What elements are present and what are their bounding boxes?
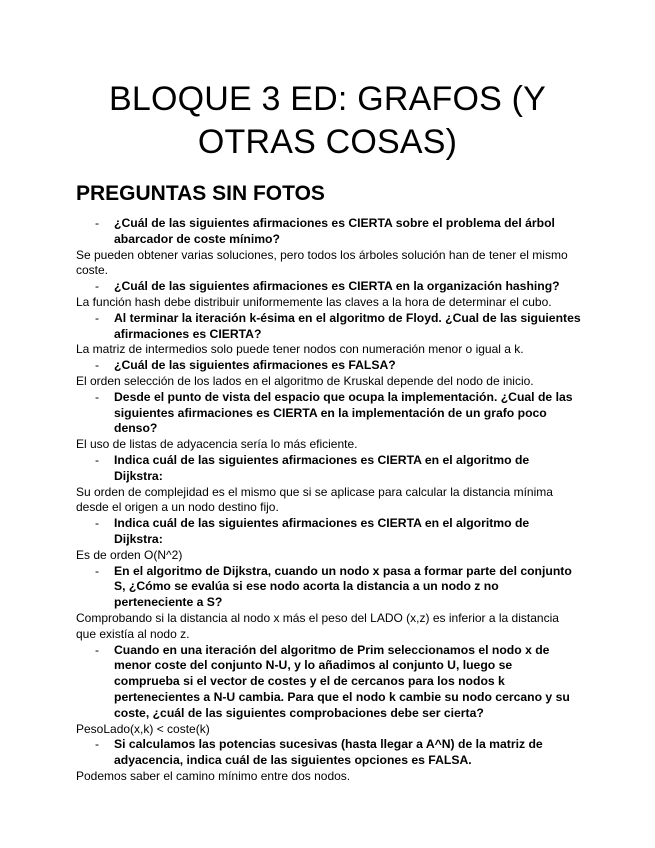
question-item [76, 216, 581, 248]
question-text: Si calculamos las potencias sucesivas (hasta llegar a A^N) de la matriz de adyacencia, indica cuál de las siguientes opciones es FALSA. [114, 737, 543, 768]
answer-text: PesoLado(x,k) < coste(k) [76, 721, 210, 736]
question-item [76, 311, 581, 343]
qa-list [76, 216, 581, 785]
question-item [76, 390, 581, 437]
bullet-dash: - [95, 279, 100, 294]
question-item [76, 279, 581, 295]
bullet-dash: - [95, 737, 100, 752]
bullet-dash: - [95, 563, 100, 578]
question-item [76, 516, 581, 548]
answer-text: El orden selección de los lados en el algoritmo de Kruskal depende del nodo de inicio. [76, 373, 534, 388]
question-text: En el algoritmo de Dijkstra, cuando un nodo x pasa a formar parte del conjunto S, ¿Cómo se evalúa si ese nodo acorta la distancia a un nodo z no perteneciente a S? [114, 563, 572, 610]
bullet-dash: - [95, 358, 100, 373]
answer-text: Comprobando si la distancia al nodo x más el peso del LADO (x,z) es inferior a la distancia que existía al nodo z. [76, 610, 559, 641]
question-text: Al terminar la iteración k-ésima en el algoritmo de Floyd. ¿Cual de las siguientes afirmaciones es CIERTA? [114, 310, 581, 341]
bullet-dash: - [95, 216, 100, 230]
bullet-dash: - [95, 389, 100, 404]
question-item [76, 358, 581, 374]
question-item [76, 564, 581, 611]
question-text: ¿Cuál de las siguientes afirmaciones es CIERTA sobre el problema del árbol abarcador de coste mínimo? [114, 216, 555, 246]
question-text: Indica cuál de las siguientes afirmaciones es CIERTA en el algoritmo de Dijkstra: [114, 452, 530, 483]
bullet-dash: - [95, 452, 100, 467]
answer-text: El uso de listas de adyacencia sería lo más eficiente. [76, 437, 358, 452]
question-text: Indica cuál de las siguientes afirmaciones es CIERTA en el algoritmo de Dijkstra: [114, 516, 530, 546]
section-heading: PREGUNTAS SIN FOTOS [76, 182, 325, 205]
bullet-dash: - [95, 310, 100, 325]
document-title: BLOQUE 3 ED: GRAFOS (Y OTRAS COSAS) [108, 80, 547, 161]
answer-text: Podemos saber el camino mínimo entre dos nodos. [76, 768, 351, 783]
bullet-dash: - [95, 642, 100, 657]
question-text: ¿Cuál de las siguientes afirmaciones es FALSA? [114, 358, 396, 373]
answer-text: Es de orden O(N^2) [76, 547, 183, 562]
answer-text: Se pueden obtener varias soluciones, pero todos los árboles solución han de tener el mismo coste. [76, 247, 568, 278]
question-text: ¿Cuál de las siguientes afirmaciones es CIERTA en la organización hashing? [114, 279, 560, 294]
answer-text: La función hash debe distribuir uniformemente las claves a la hora de determinar el cubo. [76, 294, 552, 309]
question-text: Desde el punto de vista del espacio que ocupa la implementación. ¿Cual de las siguientes afirmaciones es CIERTA en la implementación de un grafo poco denso? [114, 389, 573, 436]
question-item [76, 643, 581, 722]
question-text: Cuando en una iteración del algoritmo de Prim seleccionamos el nodo x de menor coste del conjunto N-U, y lo añadimos al conjunto U, luego se comprueba si el vector de costes y el de cercanos para los nodos k pertenecientes a N-U cambia. Para que el nodo k cambie su nodo cercano y su coste, ¿cuál de las siguientes comprobaciones debe ser cierta? [114, 642, 570, 720]
answer-text: Su orden de complejidad es el mismo que si se aplicase para calcular la distancia mínima desde el origen a un nodo destino fijo. [76, 484, 553, 515]
bullet-dash: - [95, 516, 100, 531]
question-item [76, 737, 581, 769]
answer-text: La matriz de intermedios solo puede tener nodos con numeración menor o igual a k. [76, 342, 524, 357]
question-item [76, 453, 581, 485]
